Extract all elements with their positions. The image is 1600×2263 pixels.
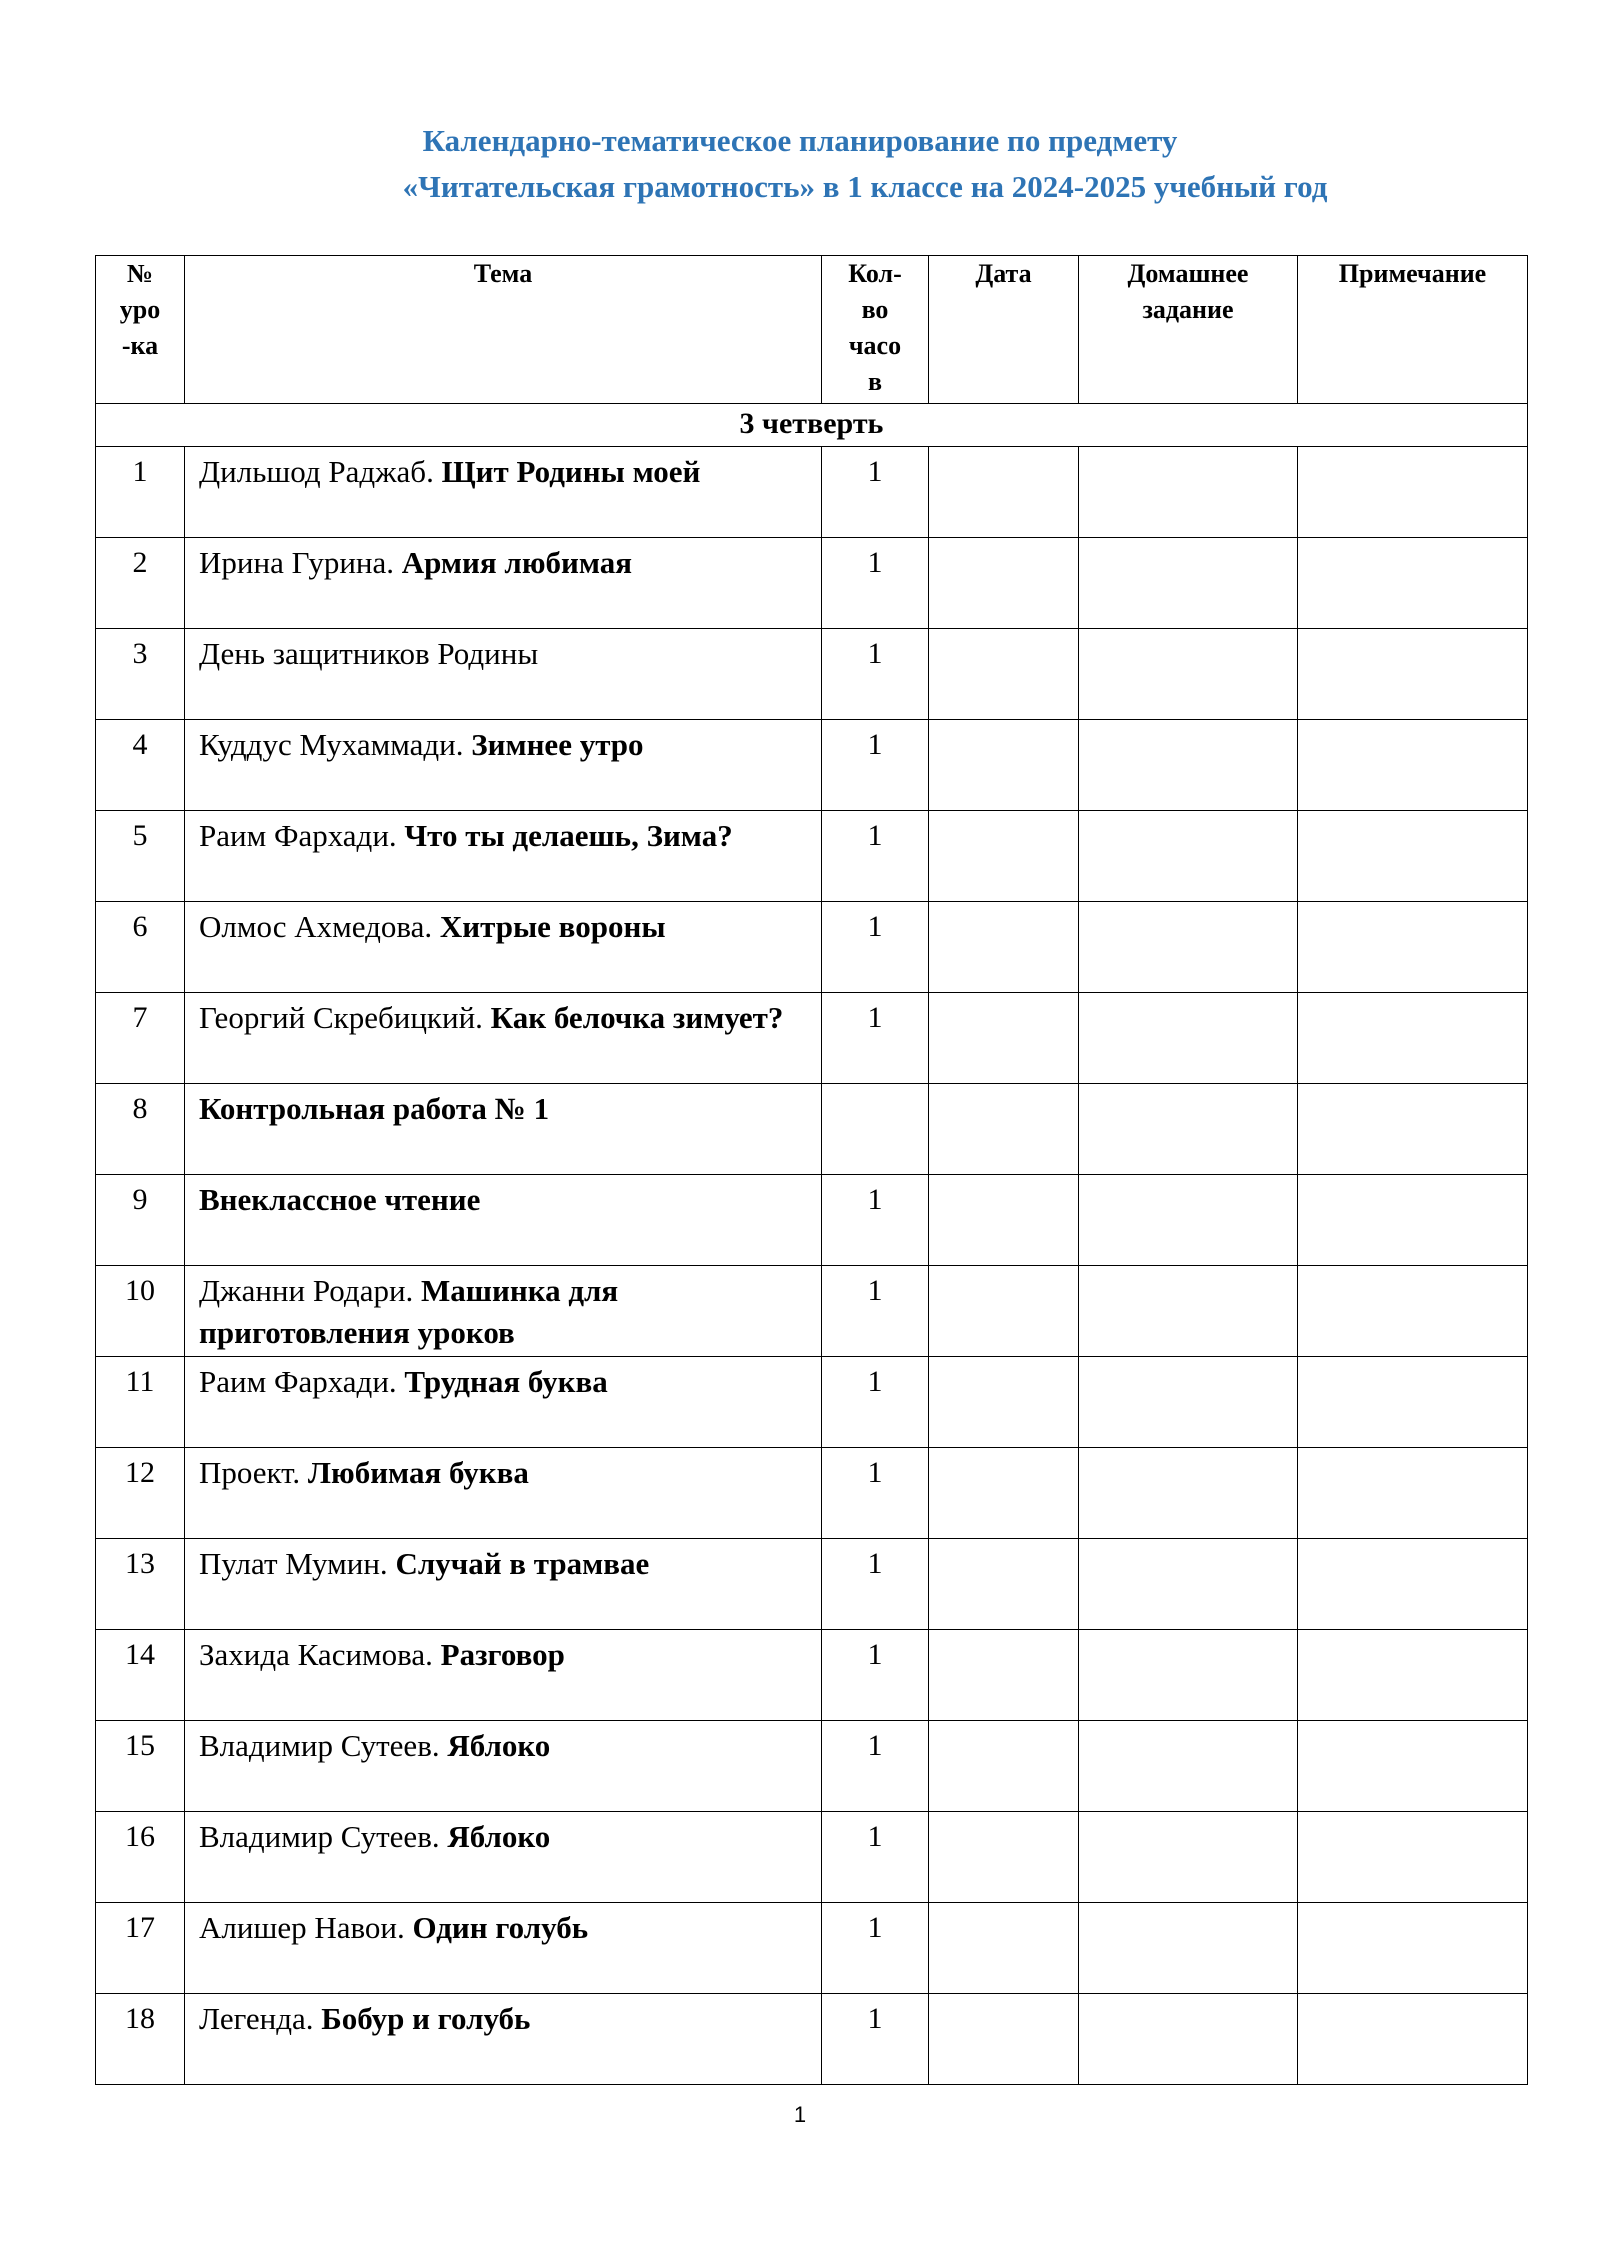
- topic-work-title: Контрольная работа № 1: [199, 1091, 550, 1126]
- topic-author: День защитников Родины: [199, 636, 539, 671]
- header-homework: Домашнее задание: [1079, 256, 1298, 404]
- quarter-label: 3 четверть: [96, 404, 1528, 447]
- lesson-date: [929, 1448, 1079, 1539]
- table-row: [96, 993, 1528, 1084]
- lesson-homework: [1079, 1630, 1298, 1721]
- lesson-note: [1298, 1721, 1528, 1812]
- table-row: [96, 902, 1528, 993]
- topic-author: Дильшод Раджаб.: [199, 454, 434, 489]
- lesson-hours: 1: [822, 1266, 929, 1357]
- header-topic: Тема: [185, 256, 822, 404]
- lesson-note: [1298, 720, 1528, 811]
- quarter-row: [96, 404, 1528, 447]
- topic-author: Куддус Мухаммади.: [199, 727, 464, 762]
- lesson-topic: [185, 1084, 822, 1175]
- table-row: [96, 447, 1528, 538]
- lesson-topic: [185, 538, 822, 629]
- lesson-number: 3: [96, 629, 185, 720]
- lesson-hours: 1: [822, 1721, 929, 1812]
- lesson-topic: [185, 1357, 822, 1448]
- lesson-homework: [1079, 1539, 1298, 1630]
- lesson-topic: [185, 1539, 822, 1630]
- table-row: [96, 811, 1528, 902]
- topic-author: Захида Касимова.: [199, 1637, 433, 1672]
- header-number: № уро -ка: [96, 256, 185, 404]
- title-line-2: «Читательская грамотность» в 1 классе на 2024-2025 учебный год: [402, 169, 1328, 204]
- topic-author: Алишер Навои.: [199, 1910, 405, 1945]
- lesson-number: 14: [96, 1630, 185, 1721]
- topic-work-title: Бобур и голубь: [321, 2001, 531, 2036]
- table-row: [96, 1266, 1528, 1357]
- lesson-homework: [1079, 1721, 1298, 1812]
- lesson-date: [929, 629, 1079, 720]
- lesson-note: [1298, 811, 1528, 902]
- lesson-date: [929, 1357, 1079, 1448]
- lesson-hours: 1: [822, 1903, 929, 1994]
- topic-author: Раим Фархади.: [199, 818, 397, 853]
- lesson-number: 4: [96, 720, 185, 811]
- lesson-number: 18: [96, 1994, 185, 2085]
- lesson-hours: 1: [822, 720, 929, 811]
- lesson-note: [1298, 1812, 1528, 1903]
- lesson-date: [929, 538, 1079, 629]
- topic-work-title: Щит Родины моей: [441, 454, 701, 489]
- lesson-hours: 1: [822, 1539, 929, 1630]
- topic-work-title: Армия любимая: [401, 545, 633, 580]
- lesson-hours: 1: [822, 447, 929, 538]
- lesson-topic: [185, 993, 822, 1084]
- lesson-note: [1298, 902, 1528, 993]
- lesson-date: [929, 1994, 1079, 2085]
- lesson-date: [929, 1539, 1079, 1630]
- lesson-hours: 1: [822, 1994, 929, 2085]
- lesson-note: [1298, 1084, 1528, 1175]
- title-line-1: Календарно-тематическое планирование по предмету: [422, 123, 1178, 158]
- lesson-note: [1298, 993, 1528, 1084]
- lesson-topic: [185, 1448, 822, 1539]
- lesson-number: 9: [96, 1175, 185, 1266]
- topic-work-title: Яблоко: [447, 1819, 551, 1854]
- lesson-topic: [185, 811, 822, 902]
- topic-author: Ирина Гурина.: [199, 545, 395, 580]
- lesson-topic: [185, 629, 822, 720]
- lesson-number: 1: [96, 447, 185, 538]
- table-row: [96, 1630, 1528, 1721]
- lesson-hours: 1: [822, 1812, 929, 1903]
- lesson-homework: [1079, 993, 1298, 1084]
- lesson-topic: [185, 902, 822, 993]
- lesson-note: [1298, 1539, 1528, 1630]
- lesson-number: 7: [96, 993, 185, 1084]
- lesson-hours: [822, 1084, 929, 1175]
- lesson-number: 10: [96, 1266, 185, 1357]
- lesson-homework: [1079, 1357, 1298, 1448]
- lesson-note: [1298, 447, 1528, 538]
- lesson-note: [1298, 1266, 1528, 1357]
- lesson-hours: 1: [822, 1357, 929, 1448]
- table-row: [96, 1084, 1528, 1175]
- lesson-note: [1298, 1175, 1528, 1266]
- lesson-topic: [185, 1175, 822, 1266]
- topic-author: Владимир Сутеев.: [199, 1819, 440, 1854]
- lesson-date: [929, 1903, 1079, 1994]
- lesson-hours: 1: [822, 538, 929, 629]
- topic-work-title: Трудная буква: [404, 1364, 608, 1399]
- table-row: [96, 1175, 1528, 1266]
- lesson-homework: [1079, 1175, 1298, 1266]
- lesson-homework: [1079, 538, 1298, 629]
- lesson-note: [1298, 1630, 1528, 1721]
- lesson-hours: 1: [822, 1630, 929, 1721]
- lesson-number: 2: [96, 538, 185, 629]
- lesson-number: 6: [96, 902, 185, 993]
- lesson-topic: [185, 1812, 822, 1903]
- lesson-topic: [185, 720, 822, 811]
- table-row: [96, 1721, 1528, 1812]
- lesson-hours: 1: [822, 629, 929, 720]
- lesson-homework: [1079, 1448, 1298, 1539]
- topic-work-title: Зимнее утро: [471, 727, 644, 762]
- lesson-hours: 1: [822, 811, 929, 902]
- lesson-homework: [1079, 629, 1298, 720]
- lesson-number: 17: [96, 1903, 185, 1994]
- topic-work-title: Случай в трамвае: [395, 1546, 650, 1581]
- lesson-homework: [1079, 902, 1298, 993]
- table-row: [96, 629, 1528, 720]
- document-title: [0, 118, 1600, 210]
- table-row: [96, 1357, 1528, 1448]
- lesson-homework: [1079, 1084, 1298, 1175]
- lesson-hours: 1: [822, 902, 929, 993]
- topic-work-title: Что ты делаешь, Зима?: [404, 818, 733, 853]
- table-row: [96, 1539, 1528, 1630]
- lesson-number: 11: [96, 1357, 185, 1448]
- lesson-date: [929, 1084, 1079, 1175]
- page-number: 1: [793, 2102, 807, 2127]
- lesson-number: 16: [96, 1812, 185, 1903]
- lesson-date: [929, 811, 1079, 902]
- lesson-note: [1298, 629, 1528, 720]
- lesson-date: [929, 1175, 1079, 1266]
- lesson-note: [1298, 1448, 1528, 1539]
- lesson-topic: [185, 447, 822, 538]
- topic-author: Владимир Сутеев.: [199, 1728, 440, 1763]
- table-row: [96, 1448, 1528, 1539]
- lesson-note: [1298, 1357, 1528, 1448]
- topic-work-title: Любимая буква: [307, 1455, 529, 1490]
- lesson-topic: [185, 1721, 822, 1812]
- lesson-date: [929, 720, 1079, 811]
- lesson-topic: [185, 1994, 822, 2085]
- lesson-date: [929, 1812, 1079, 1903]
- topic-work-title: Один голубь: [412, 1910, 589, 1945]
- lesson-date: [929, 447, 1079, 538]
- header-date: Дата: [929, 256, 1079, 404]
- lesson-note: [1298, 1903, 1528, 1994]
- topic-author: Пулат Мумин.: [199, 1546, 388, 1581]
- lesson-homework: [1079, 1903, 1298, 1994]
- lesson-note: [1298, 538, 1528, 629]
- topic-author: Легенда.: [199, 2001, 314, 2036]
- lesson-topic: [185, 1266, 822, 1357]
- lesson-homework: [1079, 1812, 1298, 1903]
- lesson-date: [929, 1266, 1079, 1357]
- topic-work-title: Хитрые вороны: [439, 909, 666, 944]
- header-note: Примечание: [1298, 256, 1528, 404]
- topic-author: Раим Фархади.: [199, 1364, 397, 1399]
- lesson-note: [1298, 1994, 1528, 2085]
- lesson-homework: [1079, 1994, 1298, 2085]
- topic-work-title: Яблоко: [447, 1728, 551, 1763]
- lesson-topic: [185, 1630, 822, 1721]
- lesson-number: 8: [96, 1084, 185, 1175]
- lesson-topic: [185, 1903, 822, 1994]
- lesson-date: [929, 1630, 1079, 1721]
- topic-work-title: Машинка для приготовления уроков: [199, 1273, 619, 1350]
- table-row: [96, 1812, 1528, 1903]
- lesson-homework: [1079, 1266, 1298, 1357]
- table-row: [96, 1903, 1528, 1994]
- lesson-date: [929, 993, 1079, 1084]
- lesson-date: [929, 1721, 1079, 1812]
- lesson-number: 13: [96, 1539, 185, 1630]
- lesson-hours: 1: [822, 1175, 929, 1266]
- lesson-homework: [1079, 720, 1298, 811]
- lesson-number: 5: [96, 811, 185, 902]
- topic-author: Георгий Скребицкий.: [199, 1000, 483, 1035]
- lesson-hours: 1: [822, 993, 929, 1084]
- lesson-date: [929, 902, 1079, 993]
- topic-work-title: Внеклассное чтение: [199, 1182, 481, 1217]
- table-body: [96, 404, 1528, 2085]
- lesson-number: 12: [96, 1448, 185, 1539]
- topic-author: Джанни Родари.: [199, 1273, 414, 1308]
- planning-table: [95, 255, 1528, 2085]
- lesson-homework: [1079, 811, 1298, 902]
- topic-author: Олмос Ахмедова.: [199, 909, 433, 944]
- lesson-homework: [1079, 447, 1298, 538]
- topic-work-title: Как белочка зимует?: [490, 1000, 784, 1035]
- table-header-row: [96, 256, 1528, 404]
- topic-work-title: Разговор: [440, 1637, 565, 1672]
- lesson-number: 15: [96, 1721, 185, 1812]
- lesson-hours: 1: [822, 1448, 929, 1539]
- topic-author: Проект.: [199, 1455, 301, 1490]
- table-row: [96, 720, 1528, 811]
- table-row: [96, 1994, 1528, 2085]
- table-row: [96, 538, 1528, 629]
- header-hours: Кол- во часо в: [822, 256, 929, 404]
